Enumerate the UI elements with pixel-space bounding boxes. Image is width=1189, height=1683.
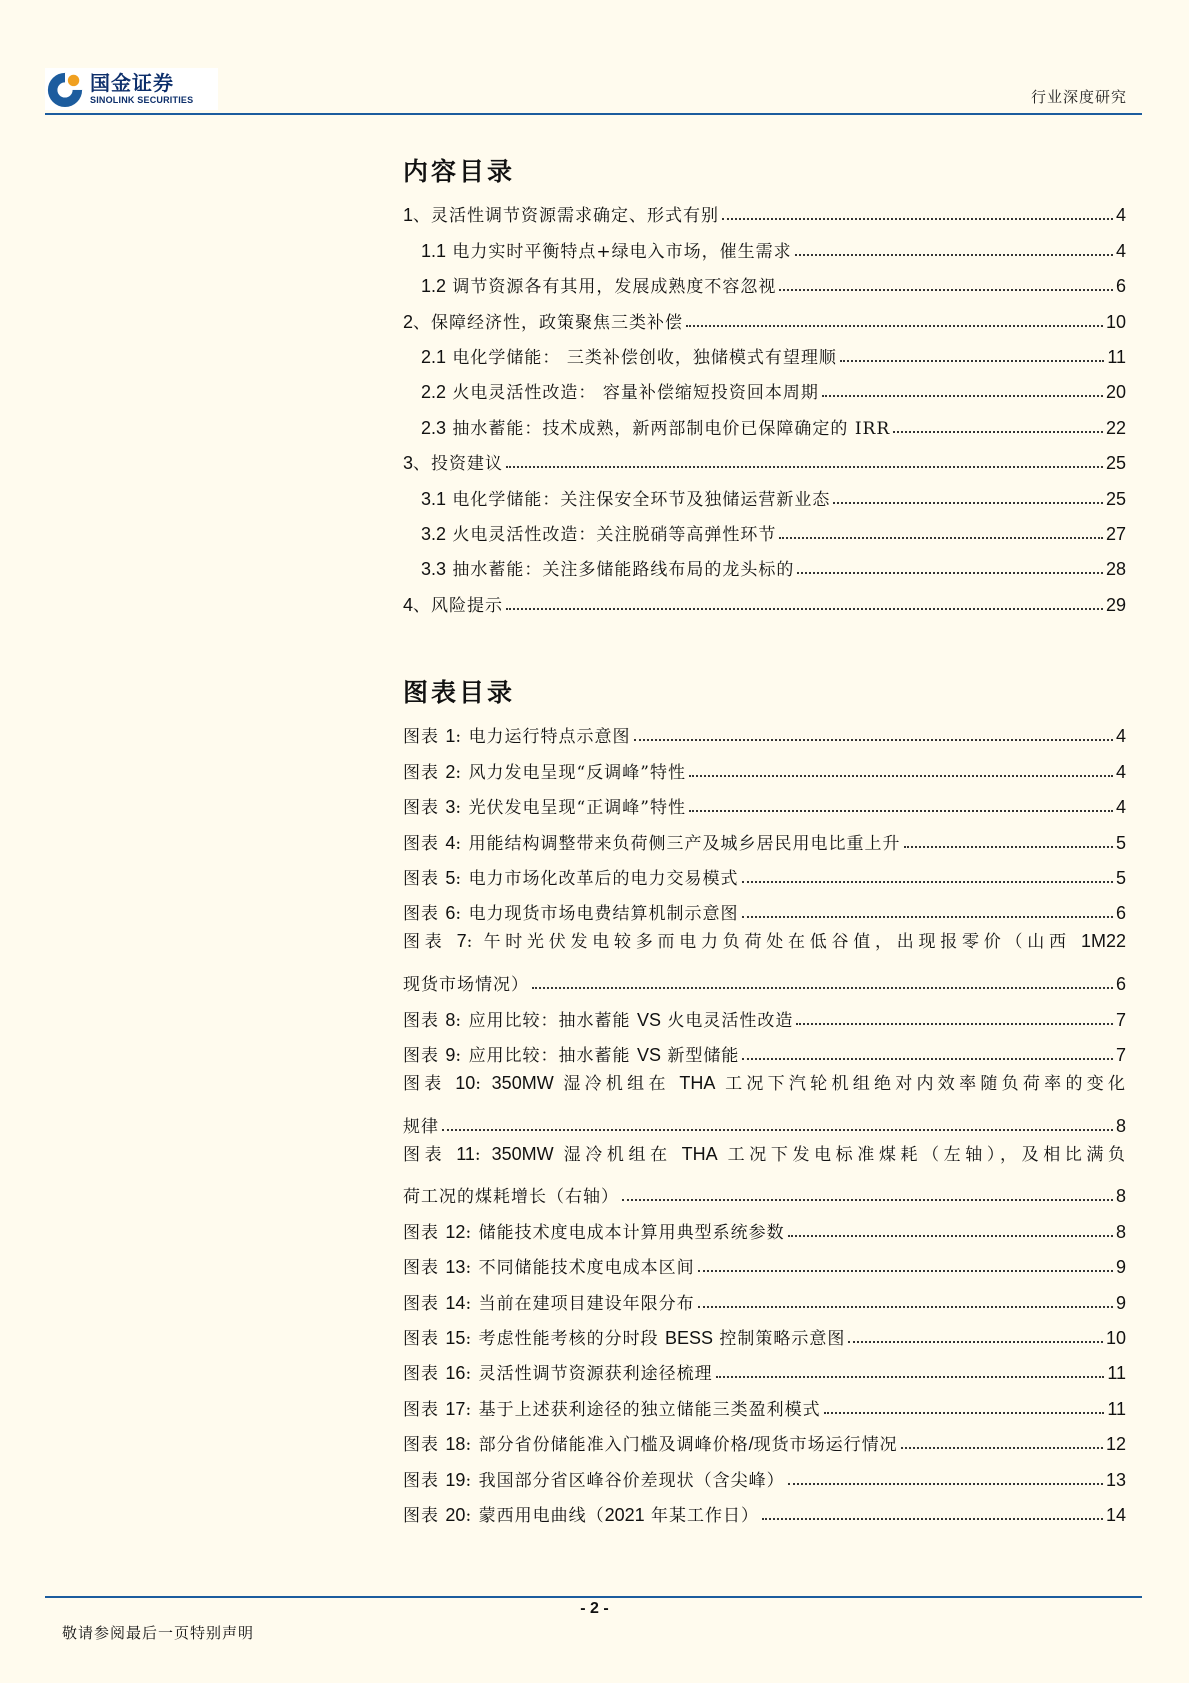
toc-entry[interactable] [403,439,1126,474]
company-logo [45,68,218,110]
figure-entry-title: 350MW 湿冷机组在 THA 工况下汽轮机组绝对内效率随负荷率的变化 [491,1072,1126,1094]
dot-leader [742,881,1113,883]
figures-section [403,675,1126,1526]
toc-entry-number: 3.3 [421,559,447,580]
figure-entry-page: 5 [1115,867,1126,888]
figure-entry-title: 电力运行特点示意图 [468,727,631,748]
toc-entry-number: 1.1 [421,240,447,261]
dot-leader [840,360,1104,362]
dot-leader [833,502,1103,504]
toc-entry-number: 2.3 [421,417,447,438]
figure-entry-label [403,899,739,924]
toc-entry[interactable] [403,368,1126,403]
toc-entry[interactable] [403,333,1126,368]
figure-entry-prefix: 图表 2: [403,761,469,783]
footer-divider [45,1596,1142,1598]
toc-entry-label [421,520,776,545]
dot-leader [442,1129,1113,1131]
figure-entry-label [403,1041,739,1066]
figure-entry-label [403,1466,785,1491]
toc-entry-title: 火电灵活性改造：关注脱硝等高弹性环节 [446,524,777,545]
logo-english-name: SINOLINK SECURITIES [90,95,194,105]
figure-entry-label [403,793,686,818]
figure-entry[interactable] [403,1031,1126,1066]
figure-entry-page: 11 [1107,1363,1126,1384]
figure-entry[interactable] [403,1207,1126,1242]
figure-entry-prefix: 图表 8: [403,1009,469,1031]
figure-entry-page: 11 [1107,1398,1126,1419]
dot-leader [779,289,1113,291]
figure-entry-title: 当前在建项目建设年限分布 [478,1293,695,1314]
toc-entry-number: 3.1 [421,488,447,509]
figure-entry-page: 6 [1115,903,1126,924]
dot-leader [698,1270,1113,1272]
figure-entry-title-cont: 荷工况的煤耗增长（右轴） [403,1187,619,1208]
dot-leader [722,218,1113,220]
figure-entry-title: 用能结构调整带来负荷侧三产及城乡居民用电比重上升 [468,833,901,854]
figure-entry-title: 应用比较：抽水蓄能 VS 新型储能 [468,1044,740,1066]
figure-entry[interactable] [403,995,1126,1030]
page-number: - 2 - [580,1600,609,1617]
figure-entry-page: 10 [1105,1328,1126,1349]
figure-entry-label [403,1289,695,1314]
figure-entry[interactable] [403,783,1126,818]
toc-entry-page: 20 [1105,382,1126,403]
figure-entry[interactable] [403,712,1126,747]
figure-entry-line1[interactable] [403,1066,1126,1101]
toc-entry-number: 3.2 [421,523,447,544]
contents-section [403,154,1126,616]
toc-entry-page: 4 [1115,205,1126,226]
figure-entry-prefix: 图表 11: [403,1143,492,1165]
figure-entry-page: 6 [1115,974,1126,995]
dot-leader [698,1306,1113,1308]
toc-entry[interactable] [403,262,1126,297]
footer-disclaimer: 敬请参阅最后一页特别声明 [62,1624,255,1642]
figure-entry-page: 9 [1115,1292,1126,1313]
figure-entry-title: 350MW 湿冷机组在 THA 工况下发电标准煤耗（左轴），及相比满负 [491,1143,1126,1165]
dot-leader [742,1058,1113,1060]
report-type: 行业深度研究 [1030,88,1127,106]
dot-leader [622,1199,1113,1201]
toc-entry-page: 28 [1105,559,1126,580]
figure-entry-label [403,829,901,854]
figure-entry-title: 储能技术度电成本计算用典型系统参数 [478,1222,785,1243]
figure-entry[interactable] [403,1278,1126,1313]
toc-entry-label [403,201,719,226]
figure-entry-prefix: 图表 14: [403,1292,479,1314]
dot-leader [689,810,1113,812]
toc-entry-label [421,414,890,439]
toc-entry-title: 抽水蓄能：技术成熟，新两部制电价已保障确定的 IRR [446,418,891,439]
toc-entry-page: 27 [1105,523,1126,544]
toc-entry-title: 调节资源各有其用，发展成熟度不容忽视 [446,277,777,298]
toc-entry-label [403,449,503,474]
dot-leader [788,1483,1103,1485]
figure-entry-title: 电力市场化改革后的电力交易模式 [468,868,739,889]
figure-entry-prefix: 图表 20: [403,1504,479,1526]
figure-entry-prefix: 图表 12: [403,1221,479,1243]
figure-entry-page: 7 [1115,1044,1126,1065]
toc-entry[interactable] [403,226,1126,261]
figure-entry[interactable] [403,1243,1126,1278]
figure-entry-prefix: 图表 16: [403,1363,479,1385]
toc-entry[interactable] [403,474,1126,509]
toc-entry-number: 2.1 [421,346,447,367]
figure-entry[interactable] [403,889,1126,924]
dot-leader [506,466,1103,468]
figure-entry-page: 8 [1115,1186,1126,1207]
figure-entry-prefix: 图表 9: [403,1044,469,1066]
figure-entry-page: 5 [1115,832,1126,853]
contents-list [403,191,1126,616]
figure-entry-line2[interactable] [403,1172,1126,1207]
toc-entry[interactable] [403,545,1126,580]
figure-entry[interactable] [403,854,1126,889]
figure-entry-prefix: 图表 3: [403,797,469,819]
figure-entry-prefix: 图表 4: [403,832,469,854]
toc-entry-label [421,272,776,297]
figure-entry-prefix: 图表 18: [403,1434,479,1456]
dot-leader [893,431,1103,433]
toc-entry-number: 1.2 [421,276,447,297]
header-divider [45,113,1142,115]
dot-leader [822,395,1103,397]
figure-entry-page: 13 [1105,1469,1126,1490]
figure-entry[interactable] [403,1349,1126,1384]
dot-leader [904,846,1113,848]
toc-entry-page: 11 [1107,346,1126,367]
figure-entry[interactable] [403,1314,1126,1349]
toc-entry[interactable] [403,191,1126,226]
dot-leader [686,325,1103,327]
dot-leader [848,1341,1103,1343]
figure-entry-prefix: 图表 10: [403,1072,492,1094]
dot-leader [796,1023,1113,1025]
toc-entry-number: 2 [403,311,414,332]
figure-entry-page: 7 [1115,1009,1126,1030]
toc-entry-number: 3 [403,453,414,474]
sinolink-logo-icon [46,70,84,108]
figure-entry-label [403,864,739,889]
figure-entry[interactable] [403,1420,1126,1455]
figure-entry-page: 14 [1105,1504,1126,1525]
figure-entry-line1[interactable] [403,1137,1126,1172]
dot-leader [824,1412,1105,1414]
figure-entry-title: 午时光伏发电较多而电力负荷处在低谷值，出现报零价（山西 1M22 [483,931,1126,953]
dot-leader [795,254,1113,256]
toc-entry[interactable] [403,510,1126,545]
figure-entry-title: 灵活性调节资源获利途径梳理 [478,1364,713,1385]
toc-entry[interactable] [403,297,1126,332]
figure-entry-label [403,758,686,783]
figure-entry-title-cont: 规律 [403,1116,439,1137]
figure-entry-prefix: 图表 5: [403,867,469,889]
dot-leader [901,1447,1103,1449]
toc-entry-label [403,308,683,333]
figure-entry[interactable] [403,818,1126,853]
toc-entry-title: 抽水蓄能：关注多储能路线布局的龙头标的 [446,560,795,581]
figure-entry-label [403,1253,695,1278]
toc-entry-page: 10 [1105,311,1126,332]
toc-entry-title: 火电灵活性改造： 容量补偿缩短投资回本周期 [446,383,819,404]
toc-entry-title: 、保障经济性，政策聚焦三类补偿 [413,312,684,333]
figure-entry-prefix: 图表 17: [403,1398,479,1420]
toc-entry[interactable] [403,403,1126,438]
figure-entry-title: 部分省份储能准入门槛及调峰价格/现货市场运行情况 [478,1434,898,1456]
figure-entry-title: 基于上述获利途径的独立储能三类盈利模式 [478,1399,821,1420]
figure-entry-title: 电力现货市场电费结算机制示意图 [468,904,739,925]
figure-entry[interactable] [403,1491,1126,1526]
toc-entry-page: 25 [1105,453,1126,474]
figure-entry[interactable] [403,1455,1126,1490]
toc-entry[interactable] [403,580,1126,615]
toc-entry-title: 、风险提示 [413,595,504,616]
dot-leader [788,1235,1113,1237]
figure-entry[interactable] [403,1384,1126,1419]
figure-entry-line1[interactable] [403,924,1126,959]
toc-entry-number: 2.2 [421,382,447,403]
figure-entry-label [403,1501,759,1526]
figures-list [403,712,1126,1526]
figure-entry-line2[interactable] [403,1101,1126,1136]
figure-entry-label [403,1430,898,1455]
figure-entry-page: 9 [1115,1257,1126,1278]
figure-entry-title: 应用比较：抽水蓄能 VS 火电灵活性改造 [468,1009,794,1031]
toc-entry-title: 电化学储能： 三类补偿创收，独储模式有望理顺 [446,347,837,368]
figure-entry-title: 光伏发电呈现“正调峰”特性 [468,798,686,819]
figure-entry-title-cont: 现货市场情况） [403,975,529,996]
figure-entry-page: 8 [1115,1115,1126,1136]
dot-leader [762,1518,1103,1520]
toc-entry-label [421,555,794,580]
figure-entry-title: 不同储能技术度电成本区间 [478,1258,695,1279]
figure-entry-title: 风力发电呈现“反调峰”特性 [468,762,686,783]
dot-leader [742,916,1113,918]
figure-entry-label [403,1395,821,1420]
dot-leader [506,608,1103,610]
toc-entry-label [403,591,503,616]
toc-entry-label [421,485,830,510]
toc-entry-title: 电化学储能：关注保安全环节及独储运营新业态 [446,489,831,510]
toc-entry-label [421,237,792,262]
dot-leader [634,739,1113,741]
figure-entry-title: 我国部分省区峰谷价差现状（含尖峰） [478,1470,785,1491]
toc-entry-title: 、投资建议 [413,454,504,475]
figure-entry-prefix: 图表 6: [403,903,469,925]
figure-entry-label [403,1324,845,1349]
figure-entry[interactable] [403,747,1126,782]
toc-entry-number: 4 [403,594,414,615]
figure-entry-page: 8 [1115,1221,1126,1242]
toc-entry-label [421,343,837,368]
figure-entry-line2[interactable] [403,960,1126,995]
figure-entry-label [403,1006,793,1031]
figure-entry-page: 12 [1105,1434,1126,1455]
dot-leader [716,1376,1105,1378]
figure-entry-prefix: 图表 19: [403,1469,479,1491]
figures-title: 图表目录 [403,678,516,707]
figure-entry-label [403,722,631,747]
toc-entry-title: 电力实时平衡特点+绿电入市场，催生需求 [446,241,792,262]
dot-leader [532,987,1113,989]
figure-entry-prefix: 图表 1: [403,726,469,748]
toc-entry-number: 1 [403,205,414,226]
dot-leader [797,572,1103,574]
toc-entry-label [421,378,819,403]
figure-entry-page: 4 [1115,797,1126,818]
figure-entry-prefix: 图表 13: [403,1257,479,1279]
toc-entry-page: 25 [1105,488,1126,509]
logo-chinese-name: 国金证券 [90,71,174,95]
toc-entry-page: 4 [1115,240,1126,261]
figure-entry-page: 4 [1115,761,1126,782]
dot-leader [689,775,1113,777]
dot-leader [779,537,1103,539]
figure-entry-title: 考虑性能考核的分时段 BESS 控制策略示意图 [478,1328,846,1350]
contents-title: 内容目录 [403,157,516,186]
toc-entry-page: 22 [1105,417,1126,438]
figure-entry-page: 4 [1115,726,1126,747]
figure-entry-label [403,1359,713,1384]
figure-entry-prefix: 图表 7: [403,931,484,953]
toc-entry-title: 、灵活性调节资源需求确定、形式有别 [413,206,720,227]
toc-entry-page: 6 [1115,276,1126,297]
figure-entry-prefix: 图表 15: [403,1328,479,1350]
figure-entry-title: 蒙西用电曲线（2021 年某工作日） [478,1504,760,1526]
toc-entry-page: 29 [1105,594,1126,615]
figure-entry-label [403,1218,785,1243]
